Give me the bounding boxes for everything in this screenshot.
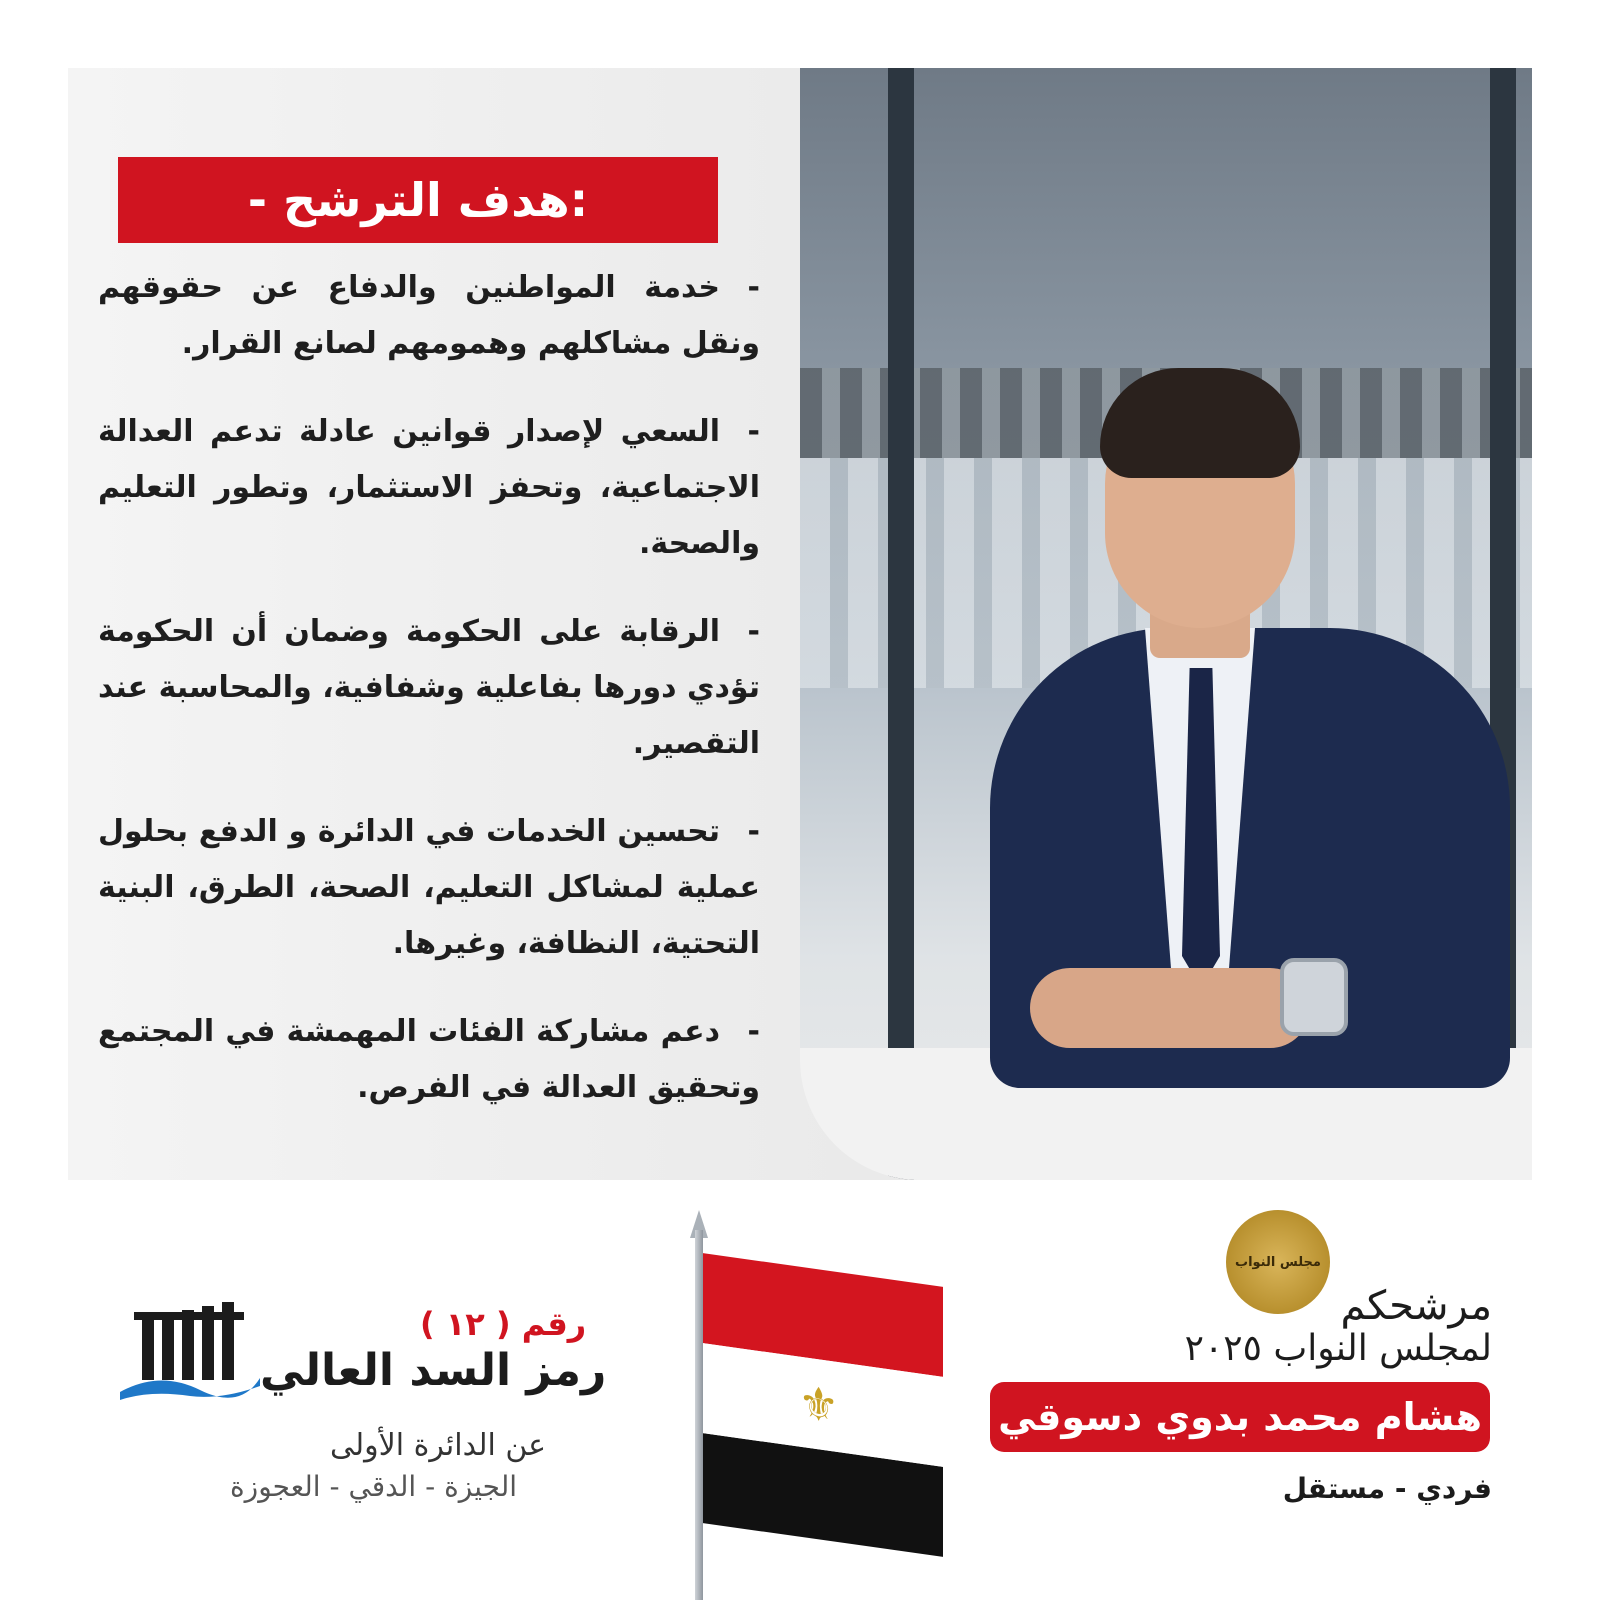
window-frame bbox=[888, 68, 914, 1180]
candidate-name-badge bbox=[990, 1382, 1490, 1452]
goals-heading: - هدف الترشح: bbox=[247, 173, 589, 227]
goal-item: - تحسين الخدمات في الدائرة و الدفع بحلول عملية لمشاكل التعليم، الصحة، الطرق، البنية التحتية، النظافة، وغيرها. bbox=[98, 804, 760, 972]
symbol-name: رمز السد العالي bbox=[260, 1345, 607, 1396]
goal-item: - السعي لإصدار قوانين عادلة تدعم العدالة الاجتماعية، وتحفز الاستثمار، وتطور التعليم والصحة. bbox=[98, 404, 760, 572]
egypt-flag-icon bbox=[703, 1253, 943, 1557]
candidate-name: هشام محمد بدوي دسوقي bbox=[998, 1395, 1482, 1439]
goals-list bbox=[98, 260, 760, 1148]
symbol-number: رقم ( ١٢ ) bbox=[420, 1305, 587, 1343]
watch-icon bbox=[1280, 958, 1348, 1036]
candidate-status: فردي - مستقل bbox=[1282, 1472, 1492, 1505]
seal-text: مجلس النواب bbox=[1235, 1254, 1321, 1270]
candidate-label: مرشحكم bbox=[1340, 1283, 1492, 1329]
district-line-2: الجيزة - الدقي - العجوزة bbox=[230, 1470, 518, 1503]
hair bbox=[1100, 368, 1300, 478]
goal-item: - الرقابة على الحكومة وضمان أن الحكومة تؤدي دورها بفاعلية وشفافية، والمحاسبة عند التقصير. bbox=[98, 604, 760, 772]
candidate-council: لمجلس النواب ٢٠٢٥ bbox=[1184, 1328, 1492, 1369]
goal-item: - دعم مشاركة الفئات المهمشة في المجتمع وتحقيق العدالة في الفرص. bbox=[98, 1004, 760, 1116]
district-line-1: عن الدائرة الأولى bbox=[330, 1428, 547, 1463]
flagpole bbox=[695, 1230, 703, 1600]
hands bbox=[1030, 968, 1310, 1048]
high-dam-icon bbox=[120, 1300, 260, 1405]
goals-panel bbox=[68, 68, 1532, 1180]
goals-heading-banner bbox=[118, 157, 718, 243]
eagle-icon: ⚜ bbox=[798, 1374, 840, 1435]
goal-item: - خدمة المواطنين والدفاع عن حقوقهم ونقل مشاكلهم وهمومهم لصانع القرار. bbox=[98, 260, 760, 372]
parliament-seal-icon bbox=[1226, 1210, 1330, 1314]
candidate-photo bbox=[800, 68, 1532, 1180]
